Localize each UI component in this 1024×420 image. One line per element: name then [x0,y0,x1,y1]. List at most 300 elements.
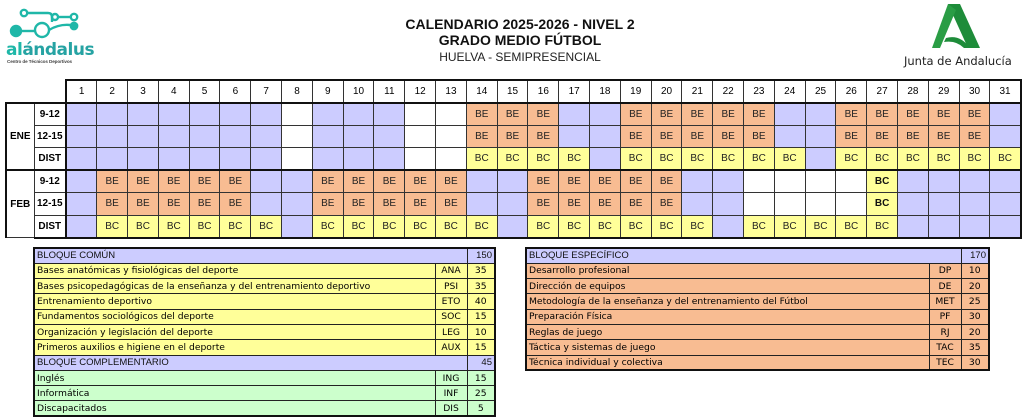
legend-bloque-comun-complementario [33,247,496,417]
subject-row [34,309,495,324]
calendar-cell [97,103,128,126]
calendar-cell: BC [466,148,497,171]
calendar-cell [744,193,775,216]
calendar-cell: BE [528,125,559,148]
calendar-cell: BC [97,215,128,238]
subject-hours: 35 [467,279,495,294]
calendar-cell: BE [713,103,744,126]
calendar-cell: BE [436,170,467,193]
calendar-cell: BC [620,148,651,171]
calendar-cell [405,148,436,171]
subject-code: ANA [435,263,467,278]
calendar-cell: BE [528,103,559,126]
calendar-cell [251,103,282,126]
calendar-cell: BE [590,170,621,193]
calendar-cell [466,193,497,216]
calendar-cell [189,125,220,148]
calendar-cell [990,125,1021,148]
day-header: 22 [713,80,744,103]
document-title [330,16,710,65]
calendar-cell [774,125,805,148]
calendar-row [6,148,1021,171]
calendar-cell [312,148,343,171]
calendar-cell [713,193,744,216]
calendar-cell [928,215,959,238]
calendar-cell [251,148,282,171]
day-header: 30 [959,80,990,103]
subject-hours: 30 [961,355,989,370]
calendar-cell: BE [620,170,651,193]
calendar-cell [66,193,97,216]
subject-code: DP [929,263,961,278]
calendar-cell [66,103,97,126]
calendar-cell: BC [343,215,374,238]
calendar-cell [959,193,990,216]
subject-hours: 30 [961,309,989,324]
calendar-cell: BC [836,215,867,238]
calendar-cell: BE [158,193,189,216]
calendar-cell: BE [620,125,651,148]
calendar-cell [66,170,97,193]
subject-name: Organización y legislación del deporte [34,324,435,339]
calendar-cell [497,193,528,216]
calendar-cell: BC [251,215,282,238]
calendar-cell: BE [312,170,343,193]
calendar-cell: BE [97,170,128,193]
calendar-cell: BE [97,193,128,216]
calendar-cell [559,125,590,148]
subject-code: INF [435,386,467,401]
day-header: 14 [466,80,497,103]
calendar-cell: BE [959,103,990,126]
subject-name: Inglés [34,370,435,385]
calendar-cell [990,215,1021,238]
subject-name: Entrenamiento deportivo [34,294,435,309]
calendar-cell [282,170,313,193]
subject-row [34,370,495,385]
corner-blank [6,80,34,103]
subject-row [526,294,989,309]
day-header: 9 [312,80,343,103]
day-header: 28 [898,80,929,103]
calendar-cell: BC [436,215,467,238]
calendar-cell: BC [559,148,590,171]
calendar-cell: BC [189,215,220,238]
calendar-cell [928,193,959,216]
subject-name: Técnica individual y colectiva [526,355,929,370]
calendar-cell [405,125,436,148]
calendar-cell [497,170,528,193]
calendar-cell [282,215,313,238]
calendar-cell: BC [220,215,251,238]
subject-code: LEG [435,324,467,339]
calendar-cell: BC [128,215,159,238]
calendar-cell: BE [651,193,682,216]
subject-name: Desarrollo profesional [526,263,929,278]
subject-code: TAC [929,340,961,355]
subject-hours: 25 [961,294,989,309]
calendar-row [6,125,1021,148]
calendar-cell [898,193,929,216]
title-calendar: CALENDARIO 2025-2026 - NIVEL 2 [405,16,635,32]
calendar-cell [898,215,929,238]
calendar-cell [128,148,159,171]
calendar-cell: BE [867,103,898,126]
calendar-cell: BC [805,215,836,238]
bloque-especifico-header [526,248,989,263]
time-slot-label: DIST [34,215,66,238]
calendar-cell: BE [497,125,528,148]
block-total-hours: 170 [961,248,989,263]
day-header: 3 [128,80,159,103]
time-slot-label: 9-12 [34,170,66,193]
calendar-cell: BC [682,148,713,171]
calendar-cell: BC [559,215,590,238]
block-total-hours: 45 [467,355,495,370]
day-header: 15 [497,80,528,103]
calendar-cell: BE [220,193,251,216]
junta-andalucia-logo [900,4,1020,68]
calendar-cell: BE [374,170,405,193]
calendar-cell [189,103,220,126]
calendar-cell [682,170,713,193]
subject-name: Bases anatómicas y fisiológicas del deporte [34,263,435,278]
subject-hours: 5 [467,401,495,416]
calendar-cell [590,125,621,148]
calendar-cell [436,148,467,171]
calendar-cell: BE [651,125,682,148]
subject-hours: 25 [467,386,495,401]
calendar-cell: BC [158,215,189,238]
subject-name: Fundamentos sociológicos del deporte [34,309,435,324]
subject-hours: 10 [961,263,989,278]
calendar-cell: BE [220,170,251,193]
subject-code: SOC [435,309,467,324]
calendar-cell [66,215,97,238]
bloque-comun-header [34,248,495,263]
subject-hours: 20 [961,324,989,339]
calendar-cell [590,148,621,171]
calendar-cell: BE [497,103,528,126]
calendar-cell [251,125,282,148]
subject-name: Informática [34,386,435,401]
junta-a-icon [930,4,982,50]
legend-bloque-especifico [525,247,990,371]
block-title: BLOQUE COMPLEMENTARIO [34,355,467,370]
calendar-cell: BE [436,193,467,216]
calendar-cell: BC [713,148,744,171]
calendar-cell: BC [651,148,682,171]
subject-row [526,263,989,278]
block-total-hours: 150 [467,248,495,263]
junta-name: Junta de Andalucía [904,54,1012,68]
subject-name: Metodología de la enseñanza y del entrenamiento del Fútbol [526,294,929,309]
calendar-cell [990,193,1021,216]
calendar-cell [959,215,990,238]
calendar-cell: BE [928,103,959,126]
day-header: 12 [405,80,436,103]
calendar-cell [220,148,251,171]
subject-row [34,263,495,278]
calendar-cell: BE [528,170,559,193]
calendar-cell: BE [682,103,713,126]
calendar-cell: BC [867,170,898,193]
calendar-grid [5,79,1022,239]
calendar-cell [713,215,744,238]
calendar-cell: BE [343,170,374,193]
calendar-cell [128,125,159,148]
day-header: 21 [682,80,713,103]
subject-hours: 15 [467,309,495,324]
subject-row [34,294,495,309]
calendar-cell [928,170,959,193]
calendar-cell: BE [189,193,220,216]
calendar-cell: BE [189,170,220,193]
alandalus-logo [4,4,94,64]
calendar-cell [805,148,836,171]
calendar-cell: BE [528,193,559,216]
block-title: BLOQUE ESPECÍFICO [526,248,961,263]
calendar-cell [959,170,990,193]
calendar-cell [805,103,836,126]
calendar-cell: BE [651,103,682,126]
subject-hours: 10 [467,324,495,339]
calendar-cell [282,103,313,126]
subject-row [526,309,989,324]
calendar-cell: BE [928,125,959,148]
calendar-cell: BE [651,170,682,193]
alandalus-wordmark: alándalus [6,40,95,60]
subject-row [34,324,495,339]
calendar-cell [66,148,97,171]
calendar-cell [128,103,159,126]
calendar-cell [251,170,282,193]
calendar-cell [97,148,128,171]
calendar-cell [312,103,343,126]
calendar-cell: BC [867,215,898,238]
calendar-row [6,193,1021,216]
calendar-cell: BE [559,170,590,193]
time-slot-label: 12-15 [34,125,66,148]
calendar-cell: BE [559,193,590,216]
day-header: 29 [928,80,959,103]
subject-hours: 35 [467,263,495,278]
calendar-cell: BE [744,103,775,126]
subject-name: Reglas de juego [526,324,929,339]
calendar-cell: BE [867,125,898,148]
calendar-cell [559,103,590,126]
calendar-cell [805,193,836,216]
calendar-cell [774,103,805,126]
day-header: 10 [343,80,374,103]
calendar-cell: BC [867,193,898,216]
calendar-cell [343,148,374,171]
calendar-cell [97,125,128,148]
calendar-cell [836,193,867,216]
calendar-cell: BC [682,215,713,238]
subject-code: MET [929,294,961,309]
calendar-cell: BE [343,193,374,216]
subject-row [34,386,495,401]
calendar-cell [805,170,836,193]
subject-code: DE [929,279,961,294]
subject-name: Primeros auxilios e higiene en el deporte [34,340,435,355]
subject-hours: 40 [467,294,495,309]
subject-name: Preparación Física [526,309,929,324]
calendar-cell: BE [682,125,713,148]
subject-name: Dirección de equipos [526,279,929,294]
calendar-cell [220,125,251,148]
subject-code: RJ [929,324,961,339]
calendar-cell: BC [959,148,990,171]
calendar-cell: BC [774,148,805,171]
day-header-row [6,80,1021,103]
calendar-cell: BC [836,148,867,171]
calendar-cell: BC [590,215,621,238]
calendar-cell [774,193,805,216]
subject-code: DIS [435,401,467,416]
subject-code: TEC [929,355,961,370]
calendar-cell: BC [744,148,775,171]
calendar-cell [158,148,189,171]
subject-code: ING [435,370,467,385]
calendar-cell: BC [405,215,436,238]
day-header: 25 [805,80,836,103]
calendar-cell: BE [898,125,929,148]
title-course: GRADO MEDIO FÚTBOL [438,32,602,48]
calendar-cell: BC [620,215,651,238]
subject-code: PF [929,309,961,324]
calendar-cell: BE [405,170,436,193]
calendar-cell: BC [497,148,528,171]
calendar-cell [158,103,189,126]
time-slot-label: 12-15 [34,193,66,216]
calendar-cell [436,125,467,148]
subject-name: Táctica y sistemas de juego [526,340,929,355]
calendar-cell [189,148,220,171]
calendar-cell: BE [466,125,497,148]
calendar-cell: BC [374,215,405,238]
subject-row [526,324,989,339]
day-header: 6 [220,80,251,103]
calendar-cell [990,170,1021,193]
alandalus-subtitle: Centro de Técnicos Deportivos [7,59,72,64]
month-label: ENE [6,103,34,171]
subject-code: PSI [435,279,467,294]
calendar-cell [497,215,528,238]
day-header: 13 [436,80,467,103]
calendar-row [6,215,1021,238]
corner-blank [34,80,66,103]
calendar-row [6,103,1021,126]
calendar-cell [436,103,467,126]
subject-row [34,401,495,416]
calendar-cell: BE [312,193,343,216]
calendar-cell [405,103,436,126]
calendar-cell: BC [774,215,805,238]
calendar-cell: BC [928,148,959,171]
calendar-cell: BE [620,193,651,216]
calendar-cell: BE [836,125,867,148]
calendar-cell: BE [128,193,159,216]
calendar-cell: BC [312,215,343,238]
calendar-cell: BE [744,125,775,148]
calendar-cell: BC [867,148,898,171]
calendar-cell [744,170,775,193]
block-title: BLOQUE COMÚN [34,248,467,263]
calendar-cell [158,125,189,148]
subject-code: ETO [435,294,467,309]
day-header: 1 [66,80,97,103]
calendar-cell: BC [528,215,559,238]
calendar-row [6,170,1021,193]
subject-name: Discapacitados [34,401,435,416]
calendar-cell [282,193,313,216]
day-header: 16 [528,80,559,103]
subject-hours: 35 [961,340,989,355]
day-header: 18 [590,80,621,103]
calendar-cell: BC [744,215,775,238]
day-header: 31 [990,80,1021,103]
calendar-cell [251,193,282,216]
day-header: 19 [620,80,651,103]
title-location: HUELVA - SEMIPRESENCIAL [439,50,601,64]
bloque-complementario-header [34,355,495,370]
calendar-cell [805,125,836,148]
day-header: 26 [836,80,867,103]
calendar-cell: BE [466,103,497,126]
calendar-cell: BC [898,148,929,171]
calendar-cell [836,170,867,193]
calendar-cell [590,103,621,126]
time-slot-label: 9-12 [34,103,66,126]
calendar-cell: BE [898,103,929,126]
subject-code: AUX [435,340,467,355]
calendar-cell [312,125,343,148]
calendar-cell: BE [620,103,651,126]
calendar-cell [898,170,929,193]
subject-name: Bases psicopedagógicas de la enseñanza y del entrenamiento deportivo [34,279,435,294]
calendar-cell: BC [990,148,1021,171]
month-label: FEB [6,170,34,238]
calendar-cell: BE [590,193,621,216]
calendar-cell [282,148,313,171]
subject-row [526,279,989,294]
calendar-cell [343,125,374,148]
subject-hours: 15 [467,370,495,385]
day-header: 11 [374,80,405,103]
calendar-cell: BC [651,215,682,238]
calendar-cell: BE [405,193,436,216]
calendar-cell [990,103,1021,126]
subject-hours: 20 [961,279,989,294]
calendar-cell: BE [128,170,159,193]
subject-row [34,340,495,355]
calendar-cell [374,103,405,126]
time-slot-label: DIST [34,148,66,171]
calendar-cell: BE [959,125,990,148]
subject-row [526,355,989,370]
day-header: 2 [97,80,128,103]
calendar-cell [220,103,251,126]
calendar-cell: BE [836,103,867,126]
subject-row [34,279,495,294]
calendar-cell [713,170,744,193]
calendar-cell [466,170,497,193]
day-header: 7 [251,80,282,103]
network-nodes-icon [4,4,84,40]
subject-hours: 15 [467,340,495,355]
